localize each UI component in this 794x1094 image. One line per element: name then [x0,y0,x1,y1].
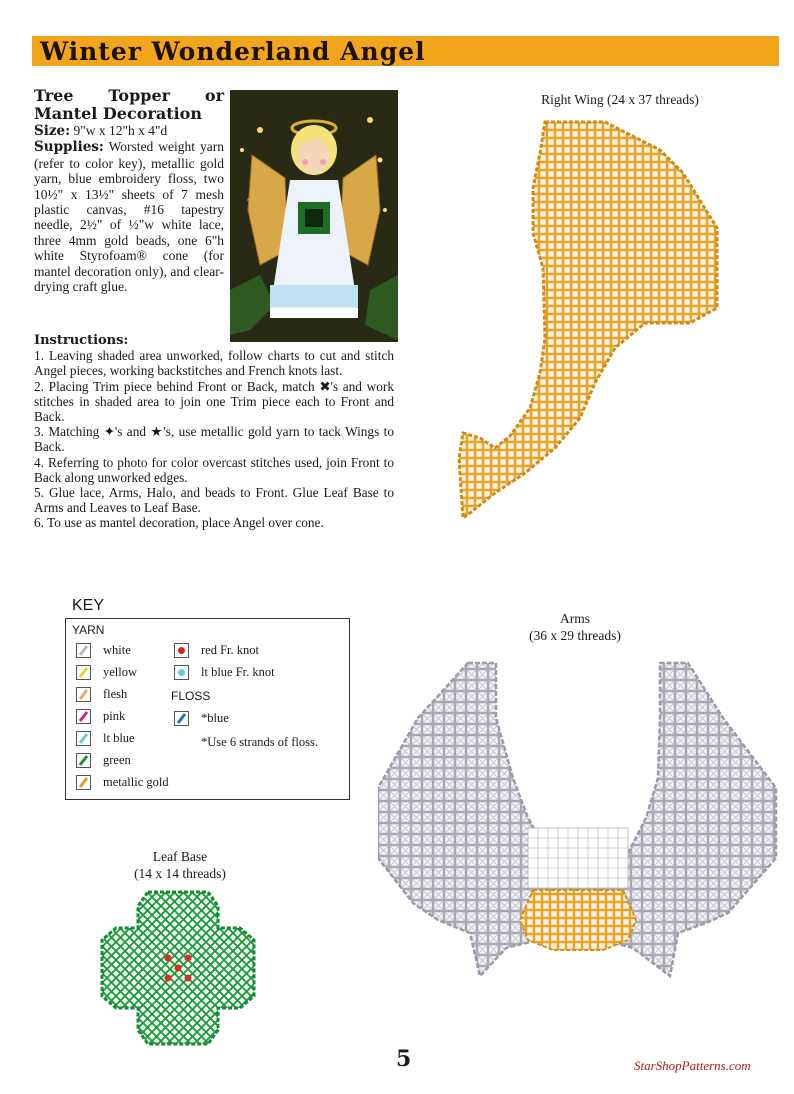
arms-caption [490,610,660,644]
floss-label: FLOSS [171,689,211,703]
project-heading: Tree Topper or Mantel Decoration [34,86,224,123]
yarn-label: pink [103,709,126,723]
color-key [65,618,350,800]
right-wing-chart [455,118,725,528]
step: 2. Placing Trim piece behind Front or Back, match ✖'s and work stitches in shaded area to join one Trim piece each to Front and Back. [34,378,394,425]
instructions-heading: Instructions: [34,333,129,348]
step: 4. Referring to photo for color overcast stitches used, join Front to Back along unworked edges. [34,454,394,485]
right-wing-caption: Right Wing (24 x 37 threads) [541,92,699,107]
floss-note: *Use 6 strands of floss. [201,735,319,749]
arms-size: (36 x 29 threads) [529,628,621,643]
floss-swatch [174,711,189,726]
yarn-label: white [103,643,131,657]
arms-title: Arms [560,611,590,626]
leaf-base-title: Leaf Base [152,849,208,864]
arms-chart [378,658,778,983]
leaf-base-caption [100,848,260,882]
step: 6. To use as mantel decoration, place Angel over cone. [34,515,324,531]
leaf-base-chart [98,888,258,1048]
step: 5. Glue lace, Arms, Halo, and beads to Front. Glue Leaf Base to Arms and Leaves to Leaf Base. [34,485,394,516]
supplies-line: Supplies: Worsted weight yarn (refer to color key), metallic gold yarn, blue embroidery floss, two 10½" x 13½" sheets of 7 mesh plastic canvas, #16 tapestry needle, 2½" of ½"w white lace, three 4mm gold beads, one 6"h white Styrofoam® cone (for mantel decoration only), and clear-drying craft glue. [34,139,224,295]
leaf-base-size: (14 x 14 threads) [134,866,226,881]
yarn-label: lt blue [103,731,135,745]
angel-photo [230,90,398,342]
intro-text [34,87,224,294]
knot-label: red Fr. knot [201,643,259,657]
yarn-swatch [76,775,91,790]
yarn-swatch [76,643,91,658]
key-title: KEY [72,597,105,614]
yarn-swatch [76,665,91,680]
yarn-swatch [76,731,91,746]
yarn-label: yellow [103,665,138,679]
instructions [34,333,394,531]
site-credit: StarShopPatterns.com [634,1058,751,1073]
floss-label: *blue [201,711,229,725]
page-number: 5 [396,1046,412,1072]
yarn-swatch [76,687,91,702]
knot-swatch [174,643,189,658]
size-line: Size: 9"w x 12"h x 4"d [34,123,168,139]
step: 1. Leaving shaded area unworked, follow charts to cut and stitch Angel pieces, working backstitches and French knots last. [34,348,394,379]
yarn-swatch [76,753,91,768]
yarn-label: YARN [72,623,105,637]
knot-label: lt blue Fr. knot [201,665,275,679]
yarn-swatch [76,709,91,724]
knot-swatch [174,665,189,680]
yarn-label: metallic gold [103,775,169,789]
step: 3. Matching ✦'s and ★'s, use metallic gold yarn to tack Wings to Back. [34,424,394,455]
yarn-label: flesh [103,687,128,701]
page-title: Winter Wonderland Angel [40,37,426,66]
title-banner [32,36,779,66]
yarn-label: green [103,753,131,767]
